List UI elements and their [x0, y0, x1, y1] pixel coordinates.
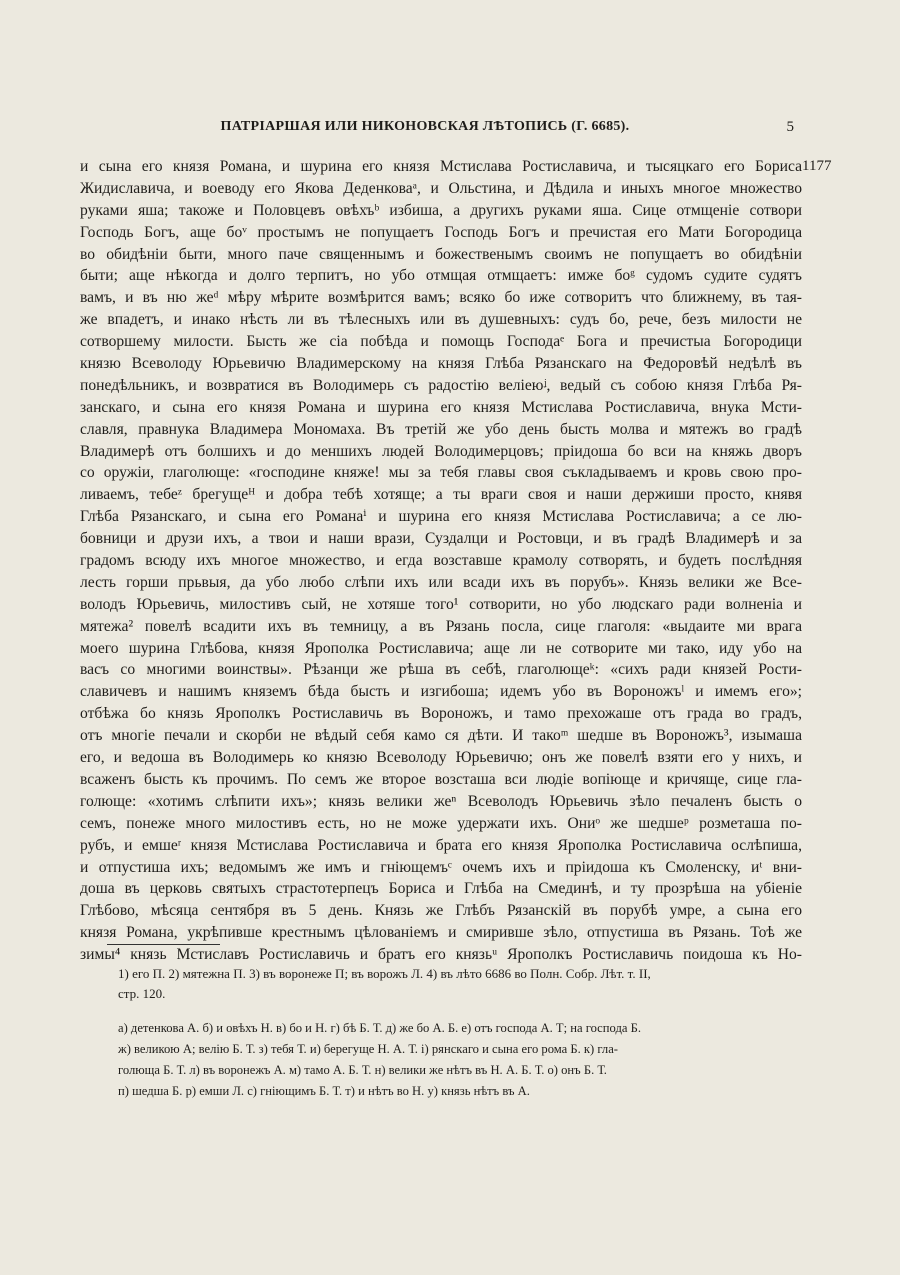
- text-line: п) шедша Б. р) емши Л. с) гніющимъ Б. Т. т) и нѣтъ во Н. у) князь нѣтъ въ А.: [118, 1084, 530, 1098]
- text-line: Господь Богъ, аще боᵛ простымъ не попущаетъ Господь Богъ и пречистая его Мати Богородица: [80, 223, 802, 241]
- text-line: стр. 120.: [118, 986, 166, 1001]
- text-line: понедѣльникъ, и возвратися въ Володимерь съ радостію веліеюᶨ, ведый съ собою князя Глѣба Ря-: [80, 376, 802, 394]
- text-line: сотворшему милости. Бысть же сіа побѣда и помощь Господаᵉ Бога и пречистыа Богородици: [80, 333, 802, 351]
- text-line: всаженъ бысть къ прочимъ. По семъ же второе возсташа вси людіе вопіюще и кричяще, сице гла-: [80, 770, 802, 788]
- text-line: голюща Б. Т. л) въ воронежъ А. м) тамо А. Б. Т. н) велики же нѣтъ въ Н. А. Б. Т. о) онъ Б. Т.: [118, 1063, 607, 1077]
- variant-readings: [118, 1018, 804, 1102]
- text-line: славля, правнука Владимера Мономаха. Въ третій же убо день бысть молва и мятежъ во градѣ: [80, 420, 802, 438]
- text-line: занскаго, и сына его князя Романа и шурина его князя Мстислава Ростиславича, внука Мсти-: [80, 398, 802, 416]
- text-line: вамъ, и въ ню жеᵈ мѣру мѣрите возмѣрится вамъ; всяко бо иже сотворитъ что ближнему, въ тая-: [80, 289, 802, 307]
- page-number: 5: [786, 119, 794, 135]
- text-line: во обидѣніи быти, много паче священнымъ и божественымъ своимъ не попущаетъ во обидѣніи: [80, 245, 802, 263]
- text-line: семъ, понеже много милостивъ есть, но не може удержати ихъ. Ониᵒ же шедшеᵖ розметаша по-: [80, 814, 802, 832]
- text-line: руками яша; такоже и Половцевъ овѣхъᵇ избиша, а другихъ руками яша. Сице отмщеніе сотвори: [80, 201, 802, 219]
- text-line: отбѣжа бо князь Ярополкъ Ростиславичь въ Вороножъ, и тамо прехожаше отъ града во градъ,: [80, 705, 802, 723]
- text-line: рубъ, и емшеʳ князя Мстислава Ростиславича и брата его князя Ярополка Ростиславича ослѣпиша,: [80, 836, 802, 854]
- text-line: и сына его князя Романа, и шурина его князя Мстислава Ростиславича, и тысяцкаго его Бориса: [80, 158, 802, 175]
- text-line: отъ многіе печали и скорби не вѣдый себя камо ся дѣти. И такоᵐ шедше въ Вороножъ³, изымаша: [80, 727, 802, 745]
- text-line: Глѣбово, мѣсяца сентября въ 5 день. Князь же Глѣбъ Рязанскій въ порубѣ умре, а сына его: [80, 902, 802, 920]
- text-line: Владимерѣ отъ болшихъ и до меншихъ людей Володимерцовъ; пріидоша бо вси на княжь дворъ: [80, 442, 802, 460]
- footnote-divider: [107, 944, 220, 945]
- text-line: Жидиславича, и воеводу его Якова Деденковаᵃ, и Ольстина, и Дѣдила и иныхъ многое множество: [80, 179, 802, 197]
- text-line: володъ Юрьевичь, милостивъ сый, не хотяше того¹ сотворити, но убо людскаго ради волненіа и: [80, 595, 802, 613]
- text-line: градомъ всюду ихъ многое множество, и егда возставше крамолу сотворять, и будеть послѣдняя: [80, 552, 802, 570]
- text-line: и отпустиша ихъ; ведомымъ же имъ и гніющемъᶜ очемъ ихъ и пріидоша къ Смоленску, иᵗ вни-: [80, 858, 802, 876]
- text-line: же впадетъ, и инако нѣсть ли въ тѣлесныхъ или въ душевныхъ: судъ бо, рече, безъ милости не: [80, 311, 802, 329]
- text-line: васъ со многими воинствы». Рѣзанци же рѣша въ себѣ, глаголющеᵏ: «сихъ ради князей Рости-: [80, 661, 802, 679]
- text-line: князя Романа, укрѣпивше крестнымъ цѣлованіемъ и смиривше зѣло, отпустиша въ Рязань. Тоѣ же: [80, 924, 802, 942]
- main-text: [80, 156, 802, 966]
- text-line: доша въ церковь святыхъ страстотерпецъ Бориса и Глѣба на Смединѣ, и ту прозрѣша на убіеніе: [80, 880, 802, 898]
- text-line: ливаемъ, тебеᶻ брегущеᴴ и добра тебѣ хотяще; а ты враги своя и наши держиши просто, княвя: [80, 486, 802, 504]
- text-line: зимы⁴ князь Мстиславъ Ростиславичь и братъ его князьᵘ Ярополкъ Ростиславичь поидоша къ Но-: [80, 946, 802, 964]
- footnotes: [118, 964, 804, 1004]
- text-line: со оружіи, глаголюще: «господине княже! мы за тебя главы своя съкладываемъ и кровь свою про-: [80, 464, 802, 482]
- text-line: моего шурина Глѣбова, князя Ярополка Ростиславича; аще ли не сотворите ми тако, иду убо на: [80, 639, 802, 657]
- text-line: бовници и друзи ихъ, а твои и наши врази, Суздалци и Ростовци, и въ градѣ Владимерѣ и за: [80, 530, 802, 548]
- text-line: 1) его П. 2) мятежна П. 3) въ воронеже П; въ ворожъ Л. 4) въ лѣто 6686 во Полн. Собр. Лѣт. т. II,: [118, 966, 651, 981]
- text-line: голюще: «хотимъ слѣпити ихъ»; князь велики жеⁿ Всеволодъ Юрьевичь зѣло печаленъ бысть о: [80, 792, 802, 810]
- text-line: Глѣба Рязанскаго, и сына его Романаⁱ и шурина его князя Мстислава Ростиславича; а се лю-: [80, 508, 802, 526]
- text-line: ж) великою А; велію Б. Т. з) тебя Т. и) берегуще Н. А. Т. і) рянскаго и сына его рома Б. к) гла-: [118, 1042, 618, 1056]
- text-line: мятежа² повелѣ всадити ихъ въ темницу, а въ Рязань посла, сице глаголя: «выдаите ми врага: [80, 617, 802, 635]
- text-line: а) детенкова А. б) и овѣхъ Н. в) бо и Н. г) бѣ Б. Т. д) же бо А. Б. е) отъ господа А. Т; на господа Б.: [118, 1021, 641, 1035]
- running-title: ПАТРІАРШАЯ ИЛИ НИКОНОВСКАЯ ЛѢТОПИСЬ (Г. 6685).: [220, 119, 630, 134]
- text-line: лесть горши прьвыя, да убо любо слѣпи ихъ или всади ихъ въ порубъ». Князь велики же Все-: [80, 573, 802, 591]
- margin-year-note: 1177: [802, 158, 832, 174]
- text-line: князю Всеволоду Юрьевичю Владимерскому на князя Глѣба Рязанскаго на Федоровѣй недѣлѣ въ: [80, 355, 802, 373]
- text-line: его, и ведоша въ Володимерь ко князю Всеволоду Юрьевичю; онъ же повелѣ взяти его у нихъ, и: [80, 749, 802, 767]
- page-header: [80, 119, 800, 139]
- text-line: быти; аще нѣкогда и долго терпитъ, но убо отмщая отмщаетъ: имже боᵍ судомъ судите судятъ: [80, 267, 802, 285]
- text-line: славичевъ и нашимъ княземъ бѣда бысть и изгибоша; идемъ убо въ Вороножъˡ и имемъ его»;: [80, 683, 802, 701]
